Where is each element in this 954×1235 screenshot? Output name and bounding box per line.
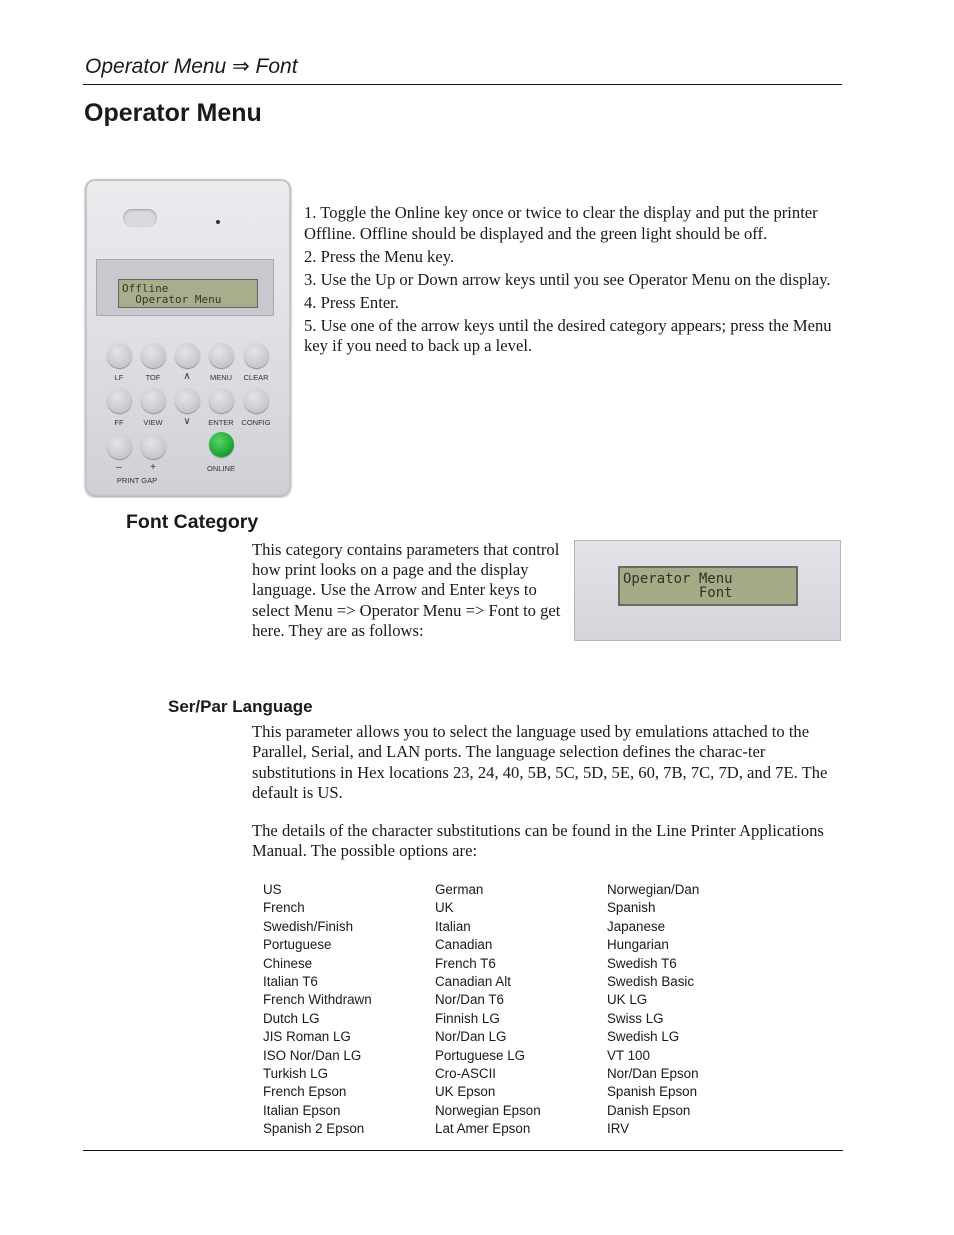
language-option: French Withdrawn <box>263 992 372 1008</box>
language-option: Nor/Dan T6 <box>435 992 504 1008</box>
language-option: Italian Epson <box>263 1102 341 1118</box>
enter-key-label: ENTER <box>208 418 234 427</box>
enter-key <box>209 388 234 413</box>
language-option: Finnish LG <box>435 1010 500 1026</box>
language-options-row <box>263 973 843 991</box>
font-lcd-display <box>618 566 798 606</box>
language-option: Italian <box>435 918 471 934</box>
step-5: 5. Use one of the arrow keys until the desired category appears; press the Menu key if you need to back up a level. <box>304 315 832 355</box>
language-options-row <box>263 1065 843 1083</box>
language-option: French T6 <box>435 955 496 971</box>
language-option: Norwegian/Dan <box>607 882 700 897</box>
language-option: Japanese <box>607 918 666 934</box>
ff-key <box>107 388 132 413</box>
language-option: Cro-ASCII <box>435 1065 497 1081</box>
language-option: Nor/Dan LG <box>435 1029 507 1045</box>
language-option: VT 100 <box>607 1047 650 1063</box>
font-category-heading: Font Category <box>126 511 259 533</box>
language-options-row <box>263 1102 843 1120</box>
language-option: Spanish Epson <box>607 1084 698 1100</box>
language-options-row <box>263 955 843 973</box>
menu-key <box>209 343 234 368</box>
tof-key <box>141 343 166 368</box>
online-key-label: ONLINE <box>207 464 235 473</box>
font-lcd-line-2: Font <box>623 585 733 601</box>
page-title: Operator Menu <box>84 99 262 127</box>
language-option: UK LG <box>607 992 648 1008</box>
step-4: 4. Press Enter. <box>304 292 399 312</box>
language-option: Spanish <box>607 900 656 916</box>
language-options-row <box>263 1083 843 1101</box>
header-title: Operator Menu ⇒ Font <box>85 55 298 78</box>
panel-lcd-line-1: Offline <box>122 282 169 295</box>
print-gap-plus-label: + <box>150 462 156 473</box>
lf-key <box>107 343 132 368</box>
language-option: US <box>263 882 282 897</box>
step-3: 3. Use the Up or Down arrow keys until you see Operator Menu on the display. <box>304 269 831 289</box>
language-option: IRV <box>607 1121 630 1137</box>
language-option: UK <box>435 900 454 916</box>
language-options-row <box>263 991 843 1009</box>
language-option: JIS Roman LG <box>263 1029 351 1045</box>
view-key <box>141 388 166 413</box>
language-option: French Epson <box>263 1084 347 1100</box>
language-options-row <box>263 881 843 899</box>
language-option: Portuguese <box>263 937 332 953</box>
up-key <box>175 343 200 368</box>
language-options-row <box>263 1047 843 1065</box>
panel-indicator-lens <box>123 209 157 227</box>
language-option: Canadian <box>435 937 493 953</box>
language-option: Hungarian <box>607 937 669 953</box>
header-rule <box>83 84 842 85</box>
language-option: Nor/Dan Epson <box>607 1065 699 1081</box>
language-option: Norwegian Epson <box>435 1102 541 1118</box>
language-option: Canadian Alt <box>435 973 511 989</box>
print-gap-plus-key <box>141 434 166 459</box>
panel-indicator-dot <box>216 220 220 224</box>
view-key-label: VIEW <box>143 418 163 427</box>
language-option: Dutch LG <box>263 1010 320 1026</box>
down-key-label: ∨ <box>183 416 191 427</box>
font-category-body: This category contains parameters that control how print looks on a page and the display language. Use the Arrow and Enter keys to select Menu => Operator Menu => Font to get here. They are as follows: <box>252 540 561 640</box>
language-option: Turkish LG <box>263 1065 328 1081</box>
print-gap-minus-label: – <box>116 462 122 473</box>
print-gap-minus-key <box>107 434 132 459</box>
language-options-row <box>263 1010 843 1028</box>
step-1: 1. Toggle the Online key once or twice to clear the display and put the printer Offline. Offline should be displayed and the green light should be off. <box>304 203 818 243</box>
language-option: Lat Amer Epson <box>435 1121 531 1137</box>
clear-key-label: CLEAR <box>243 373 269 382</box>
language-options-row <box>263 899 843 917</box>
procedure-steps <box>304 203 844 359</box>
panel-lcd-display <box>118 279 258 308</box>
serpar-language-description: This parameter allows you to select the language used by emulations attached to the Parallel, Serial, and LAN ports. The language selection defines the charac-ter substitutions in Hex locations 23, 24, 40, 5B, 5C, 5D, 5E, 60, 7B, 7C, 7D, and 7E. The default is US. <box>252 722 828 802</box>
operator-panel-image <box>85 179 291 496</box>
language-options-row <box>263 936 843 954</box>
language-options-row <box>263 1120 843 1138</box>
language-options-list <box>263 881 843 1138</box>
serpar-language-heading: Ser/Par Language <box>168 697 313 716</box>
language-option: Swedish LG <box>607 1029 680 1045</box>
language-options-row <box>263 1028 843 1046</box>
clear-key <box>244 343 269 368</box>
lf-key-label: LF <box>114 373 124 382</box>
down-key <box>175 388 200 413</box>
ff-key-label: FF <box>114 418 124 427</box>
serpar-language-details: The details of the character substitutions can be found in the Line Printer Applications Manual. The possible options are: <box>252 821 824 861</box>
language-option: UK Epson <box>435 1084 496 1100</box>
language-option: Swedish/Finish <box>263 918 354 934</box>
footer-rule <box>83 1150 843 1151</box>
step-2: 2. Press the Menu key. <box>304 246 455 266</box>
up-key-label: ∧ <box>183 371 191 382</box>
font-lcd-image <box>574 540 841 641</box>
language-option: ISO Nor/Dan LG <box>263 1047 362 1063</box>
online-key <box>209 432 234 457</box>
tof-key-label: TOF <box>145 373 161 382</box>
language-option: Chinese <box>263 955 313 971</box>
menu-key-label: MENU <box>209 373 233 382</box>
config-key <box>244 388 269 413</box>
language-option: Swedish T6 <box>607 955 677 971</box>
language-option: Swedish Basic <box>607 973 695 989</box>
language-option: Italian T6 <box>263 973 318 989</box>
panel-lcd-line-2: Operator Menu <box>122 293 222 306</box>
print-gap-label: PRINT GAP <box>116 476 158 485</box>
font-lcd-line-1: Operator Menu <box>623 571 733 587</box>
language-option: Spanish 2 Epson <box>263 1121 365 1137</box>
language-option: Swiss LG <box>607 1010 664 1026</box>
language-option: French <box>263 900 305 916</box>
language-option: Danish Epson <box>607 1102 691 1118</box>
language-option: Portuguese LG <box>435 1047 526 1063</box>
language-options-row <box>263 918 843 936</box>
language-option: German <box>435 882 484 897</box>
config-key-label: CONFIG <box>241 418 271 427</box>
